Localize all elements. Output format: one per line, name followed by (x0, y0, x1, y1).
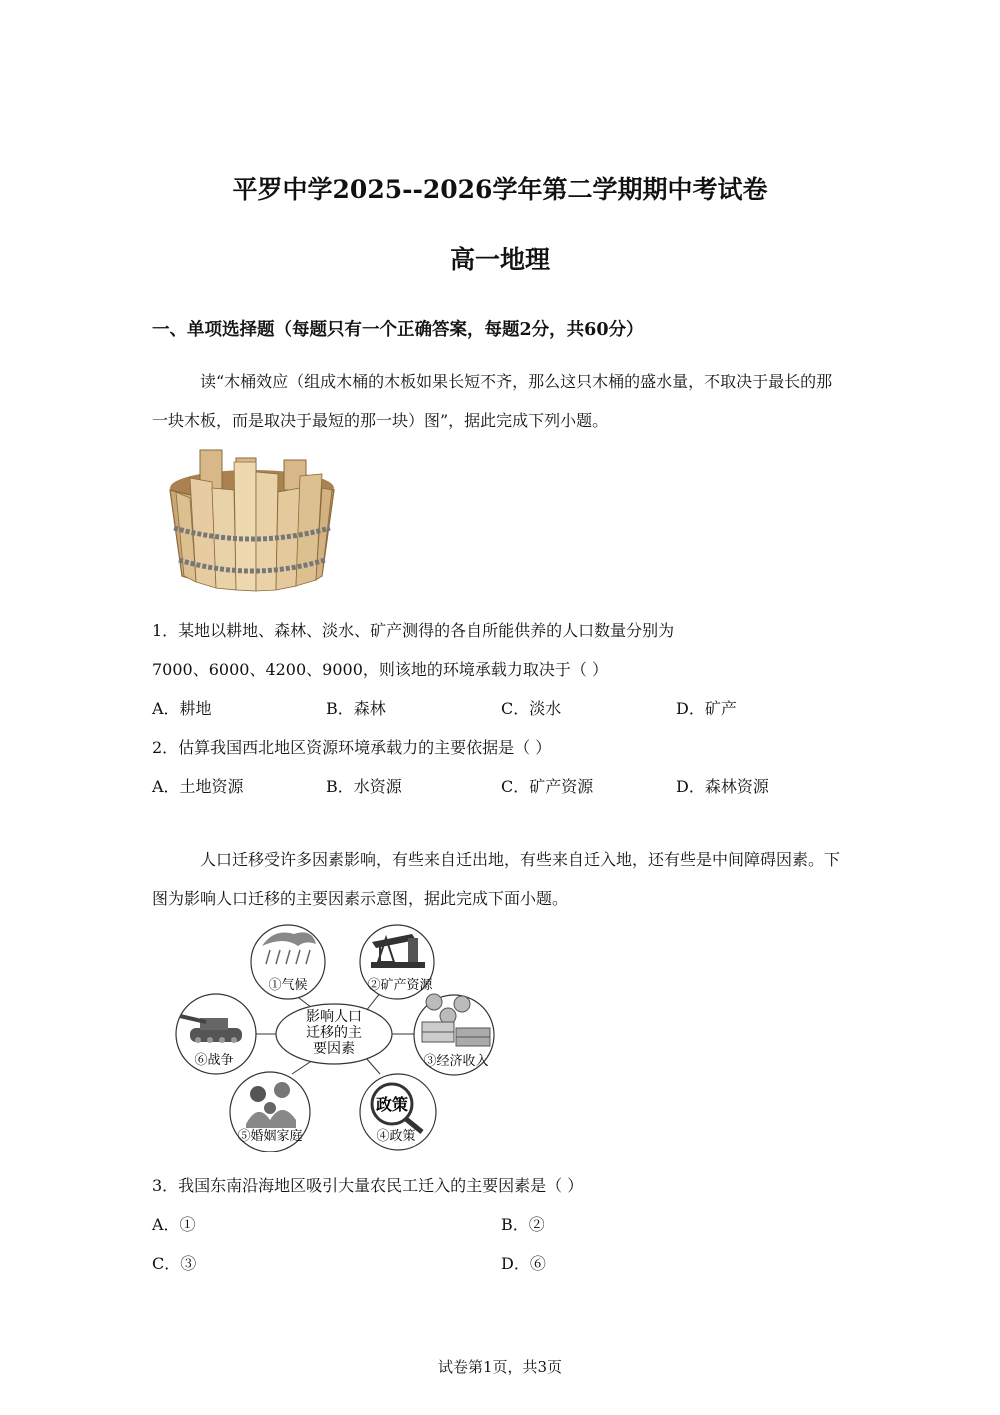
migration-factors-diagram (166, 924, 502, 1152)
q2-option-a[interactable]: A．土地资源 (152, 777, 244, 796)
factor-label-income: ③经济收入 (423, 1054, 489, 1069)
q2-option-c[interactable]: C．矿产资源 (501, 777, 594, 796)
q2-option-b[interactable]: B．水资源 (326, 777, 402, 796)
question-2: 2．估算我国西北地区资源环境承载力的主要依据是（ ） (152, 738, 552, 757)
center-line-3: 要因素 (313, 1041, 355, 1057)
q3-option-a[interactable]: A．① (152, 1215, 196, 1234)
center-line-1: 影响人口 (306, 1009, 362, 1025)
factor-label-climate: ①气候 (268, 978, 308, 993)
passage-1 (152, 362, 842, 440)
factor-climate (251, 925, 325, 999)
factor-family (230, 1072, 310, 1152)
passage-1-text: 读“木桶效应（组成木桶的木板如果长短不齐，那么这只木桶的盛水量，不取决于最长的那一块木板，而是取决于最短的那一块）图”，据此完成下列小题。 (152, 372, 833, 430)
factor-label-minerals: ②矿产资源 (367, 978, 433, 993)
question-1-line-1: 1．某地以耕地、森林、淡水、矿产测得的各自所能供养的人口数量分别为 (152, 621, 675, 640)
q3-option-d[interactable]: D．⑥ (501, 1254, 546, 1273)
q1-option-a[interactable]: A．耕地 (152, 699, 212, 718)
factor-label-family: ⑤婚姻家庭 (237, 1129, 303, 1144)
center-line-2: 迁移的主 (306, 1025, 362, 1041)
factor-minerals (360, 925, 434, 999)
page-footer: 试卷第1页，共3页 (437, 1358, 563, 1376)
section-heading: 一、单项选择题（每题只有一个正确答案，每题2分，共60分） (152, 320, 644, 340)
policy-sign: 政策 (375, 1095, 409, 1114)
factor-war (176, 994, 256, 1074)
question-3: 3．我国东南沿海地区吸引大量农民工迁入的主要因素是（ ） (152, 1176, 584, 1195)
q3-option-b[interactable]: B．② (501, 1215, 545, 1234)
question-1-line-2: 7000、6000、4200、9000，则该地的环境承载力取决于（ ） (152, 660, 608, 679)
exam-subtitle: 高一地理 (449, 245, 550, 274)
passage-2-text: 人口迁移受许多因素影响，有些来自迁出地，有些来自迁入地，还有些是中间障碍因素。下图为影响人口迁移的主要因素示意图，据此完成下面小题。 (152, 850, 841, 908)
q2-option-d[interactable]: D．森林资源 (676, 777, 769, 796)
q1-option-c[interactable]: C．淡水 (501, 699, 562, 718)
factor-label-policy: ④政策 (376, 1129, 416, 1144)
q1-option-d[interactable]: D．矿产 (676, 699, 737, 718)
passage-2 (152, 840, 842, 918)
factor-label-war: ⑥战争 (194, 1053, 234, 1068)
exam-title: 平罗中学2025--2026学年第二学期期中考试卷 (232, 175, 768, 204)
q3-option-c[interactable]: C．③ (152, 1254, 197, 1273)
wooden-bucket-image (166, 448, 338, 594)
factor-policy (360, 1074, 436, 1150)
q1-option-b[interactable]: B．森林 (326, 699, 386, 718)
factor-income (414, 994, 494, 1075)
